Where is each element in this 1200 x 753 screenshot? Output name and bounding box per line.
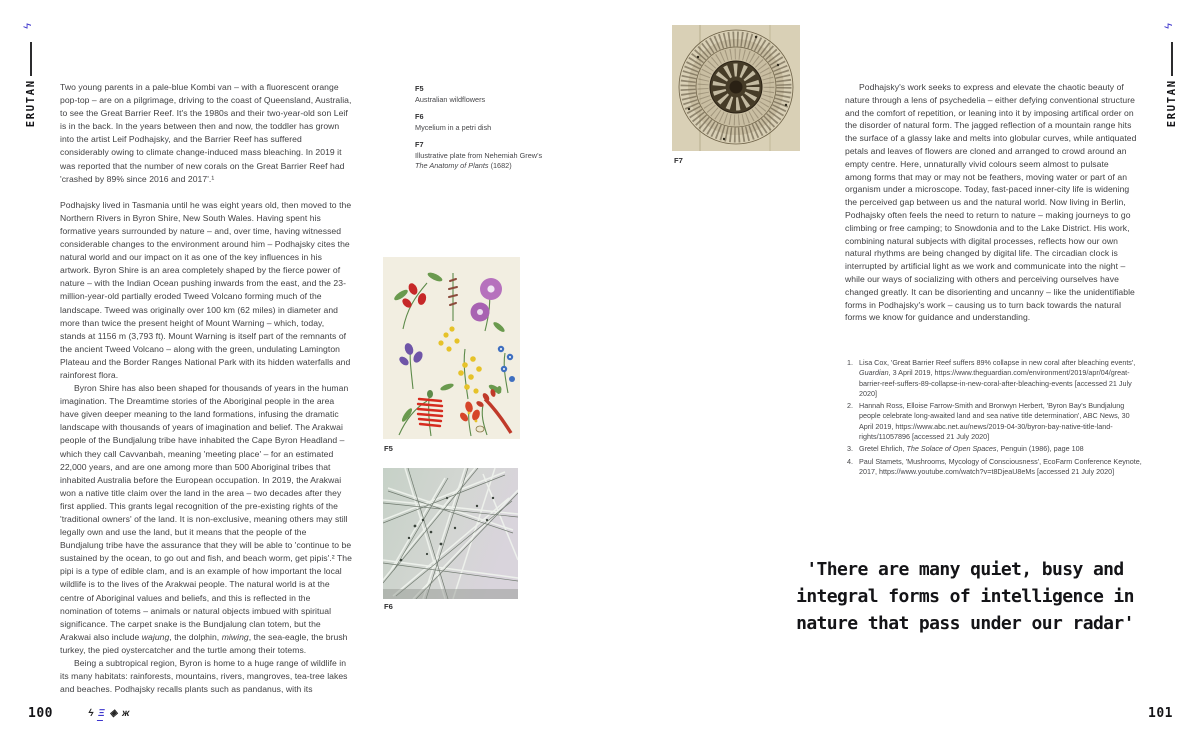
- wildflowers-figure: [383, 257, 520, 439]
- rune-icon: ◈: [108, 708, 119, 719]
- pull-quote-line: 'There are many quiet, busy and: [806, 559, 1124, 580]
- footnote-3: 3. Gretel Ehrlich, The Solace of Open Spaces, Penguin (1986), page 108: [847, 444, 1084, 454]
- caption-text: Mycelium in a petri dish: [415, 122, 492, 132]
- paragraph: Two young parents in a pale-blue Kombi van – with a fluorescent orange pop-top – are on a pilgrimage, driving to the coast of Queensland, Australia, to see the Great Barrier Reef. It's the 1980s and their two-year-old son Leif is in the back. In the years between then and now, the toddler has grown into the artist Leif Podhajsky, and the Barrier Reef has suffered considerably owing to climate change-induced mass bleaching. In 2019 it was reported that the number of new corals on the Great Barrier Reef had 'crashed by 89% since 2016 and 2017'.¹: [60, 82, 352, 184]
- caption-label: F5: [415, 84, 424, 93]
- caption-f7: [415, 140, 547, 170]
- totem-word-miwing: miwing: [221, 631, 249, 642]
- caption-f6: [415, 112, 547, 132]
- pull-quote-line: integral forms of intelligence in: [796, 586, 1134, 607]
- caption-text: Illustrative plate from Nehemiah Grew's The Anatomy of Plants (1682): [415, 150, 543, 170]
- left-page-number: 100: [28, 706, 53, 721]
- right-vertical-section-label: N A T U R E: [1165, 80, 1178, 128]
- anatomy-plate-figure: [672, 25, 800, 151]
- figure-label-f7: F7: [674, 156, 683, 165]
- mycelium-figure: [383, 468, 518, 599]
- paragraph: Being a subtropical region, Byron is home to a huge range of wildlife in its many habitats: rainforests, mountains, rivers, mangroves, tea-tree lakes and beaches. Podhajsky recalls plants such as pandanus, with its: [60, 658, 348, 695]
- caption-label: F7: [415, 140, 424, 150]
- caption-label: F6: [415, 112, 424, 122]
- sidebar-rune-icon: ϟ: [21, 23, 34, 29]
- right-article-column: [845, 81, 1137, 324]
- totem-word-wajung: wajung: [141, 631, 170, 642]
- pull-quote-line: nature that pass under our radar': [796, 613, 1134, 634]
- left-vertical-section-label: N A T U R E: [24, 80, 37, 128]
- paragraph: Podhajsky's work seeks to express and elevate the chaotic beauty of nature through a lens of psychedelia – either defying conventional structure and the comfort of repetition, or leaning into it by imposing artifical order on the disorder of natural form. The jagged reflection of a mountain range hits the surface of a glassy lake and melts into globular curves, while antiquated petals and leaves of flowers are cloned and arranged to crowd around an empty centre. Here, unnaturally vivid colours seem almost to pulsate among forms that may or may not be feathers, moving water or part of an organism under a microscope. Today, fast-paced inner-city life is widening the perceived gap between us and the natural world. Now living in Berlin, Podhajsky often feels the need to return to nature – making journeys to go climbing or free camping; to Snowdonia and to the Lake District. His work, combining natural subjects with digital processes, reflects how our own natural rhythms are being changed by digital life. The circadian clock is interrupted by artificial light as we work and communicate into the night – while our ways of socializing with others and perceiving ourselves have changed greatly. It can be disorienting and uncanny – like the unidentifiable forms in Podhajsky's work – causing us to turn back towards the natural forms we know for guidance and understanding.: [845, 82, 1137, 323]
- paragraph: Byron Shire has also been shaped for thousands of years in the human imagination. The Dreamtime stories of the Aboriginal people in the area have given deeper meaning to the land formations, infusing the dramatic landscape with thousands of years of imagination and belief. The Arakwai people of the Bundjalung tribe have inhabited the Cape Byron Headland – which they call Cavvanbah, meaning 'meeting place' – for an estimated 22,000 years, and are one among more than 500 Aboriginal tribes that inhabited Australia before the European occupation. In 2019, the Arakwai won a native title claim over the land in the area – two decades after they first applied. This grants legal recognition of the pre-existing rights of the 'traditional owners' of the land. It is non-exclusive, meaning others may still legally own and use the land, but it means that the people of the Bundjalung tribe have the assurance that they will be able to 'continue to be sustained by the ocean, to go out and fish, and beach worm, get pipis'.² The pipi is a type of edible clam, and is an example of how important the local wildlife is to the lives of the Arakwai people. The natural world is at the centre of Aboriginal values and beliefs, and this is reflected in the nomination of totems – animals or natural objects imbued with spiritual significance. The carpet snake is the Bundjalung clan totem, but the Arakwai also include wajung, the dolphin, miwing, the sea-eagle, the brush turkey, the pied oystercatcher and the turtle among their totems.: [60, 383, 352, 655]
- left-article-column: [60, 81, 352, 696]
- rune-icon: ϟ: [87, 708, 95, 719]
- rune-icon: ж: [121, 708, 131, 719]
- sidebar-rule: [30, 42, 32, 76]
- paragraph: Podhajsky lived in Tasmania until he was eight years old, then moved to the Northern Rivers in Byron Shire, New South Wales. Having spent his formative years surrounded by nature – and, over time, having witnessed considerable changes to the environment around him – Podhajsky cites the natural world and our impact on it as one of the key influences in his artwork. Byron Shire is an area completely shaped by the fierce power of nature – with the Indian Ocean pushing inwards from the east, and the 23-million-year-old partially eroded Tweed Volcano forming much of the landscape. Tweed was originally over 100 km (62 miles) in diameter and more than twice the present height of Mount Warning – which, today, stands at 1156 m (3,793 ft). Mount Warning is itself part of the remnants of the ancient Tweed Volcano – along with the green, undulating Lamington Plateau and the Border Ranges National Park with its hidden waterfalls and rainforest flora.: [60, 199, 352, 380]
- footnote-1: 1. Lisa Cox, 'Great Barrier Reef suffers 89% collapse in new coral after bleaching events', Guardian, 3 April 2019, https://www.theguardian.com/environment/2019/apr/04/great-barrier-reef-suffers-89-collapse-in-new-coral-after-bleaching-events [accessed 21 July 2020]: [847, 358, 1136, 398]
- sidebar-rule: [1171, 42, 1173, 76]
- caption-f5: [415, 84, 547, 104]
- footnote-4: 4. Paul Stamets, 'Mushrooms, Mycology of Consciousness', EcoFarm Conference Keynote, 2017, https://www.youtube.com/watch?v=t8DjeaU8eMs [accessed 21 July 2020]: [847, 456, 1142, 476]
- figure-captions: [415, 84, 547, 178]
- footer-rune-row: [88, 708, 130, 721]
- pull-quote: [770, 556, 1160, 637]
- caption-text: Australian wildflowers: [415, 94, 486, 104]
- footnotes: [847, 358, 1145, 479]
- footnote-2: 2. Hannah Ross, Elloise Farrow-Smith and Bronwyn Herbert, 'Byron Bay's Bundjalung people celebrate long-awaited land and sea native title determination', ABC News, 30 April 2019, https://www.abc.net.au/news/2019-04-30/byron-bay-native-title-land-rights/11057896 [accessed 21 July 2020]: [847, 401, 1130, 442]
- right-page-number: 101: [1148, 706, 1173, 721]
- figure-label-f5: F5: [384, 444, 393, 453]
- rune-icon: Ξ: [97, 708, 106, 719]
- sidebar-rune-icon: ϟ: [1162, 23, 1175, 29]
- figure-label-f6: F6: [384, 602, 393, 611]
